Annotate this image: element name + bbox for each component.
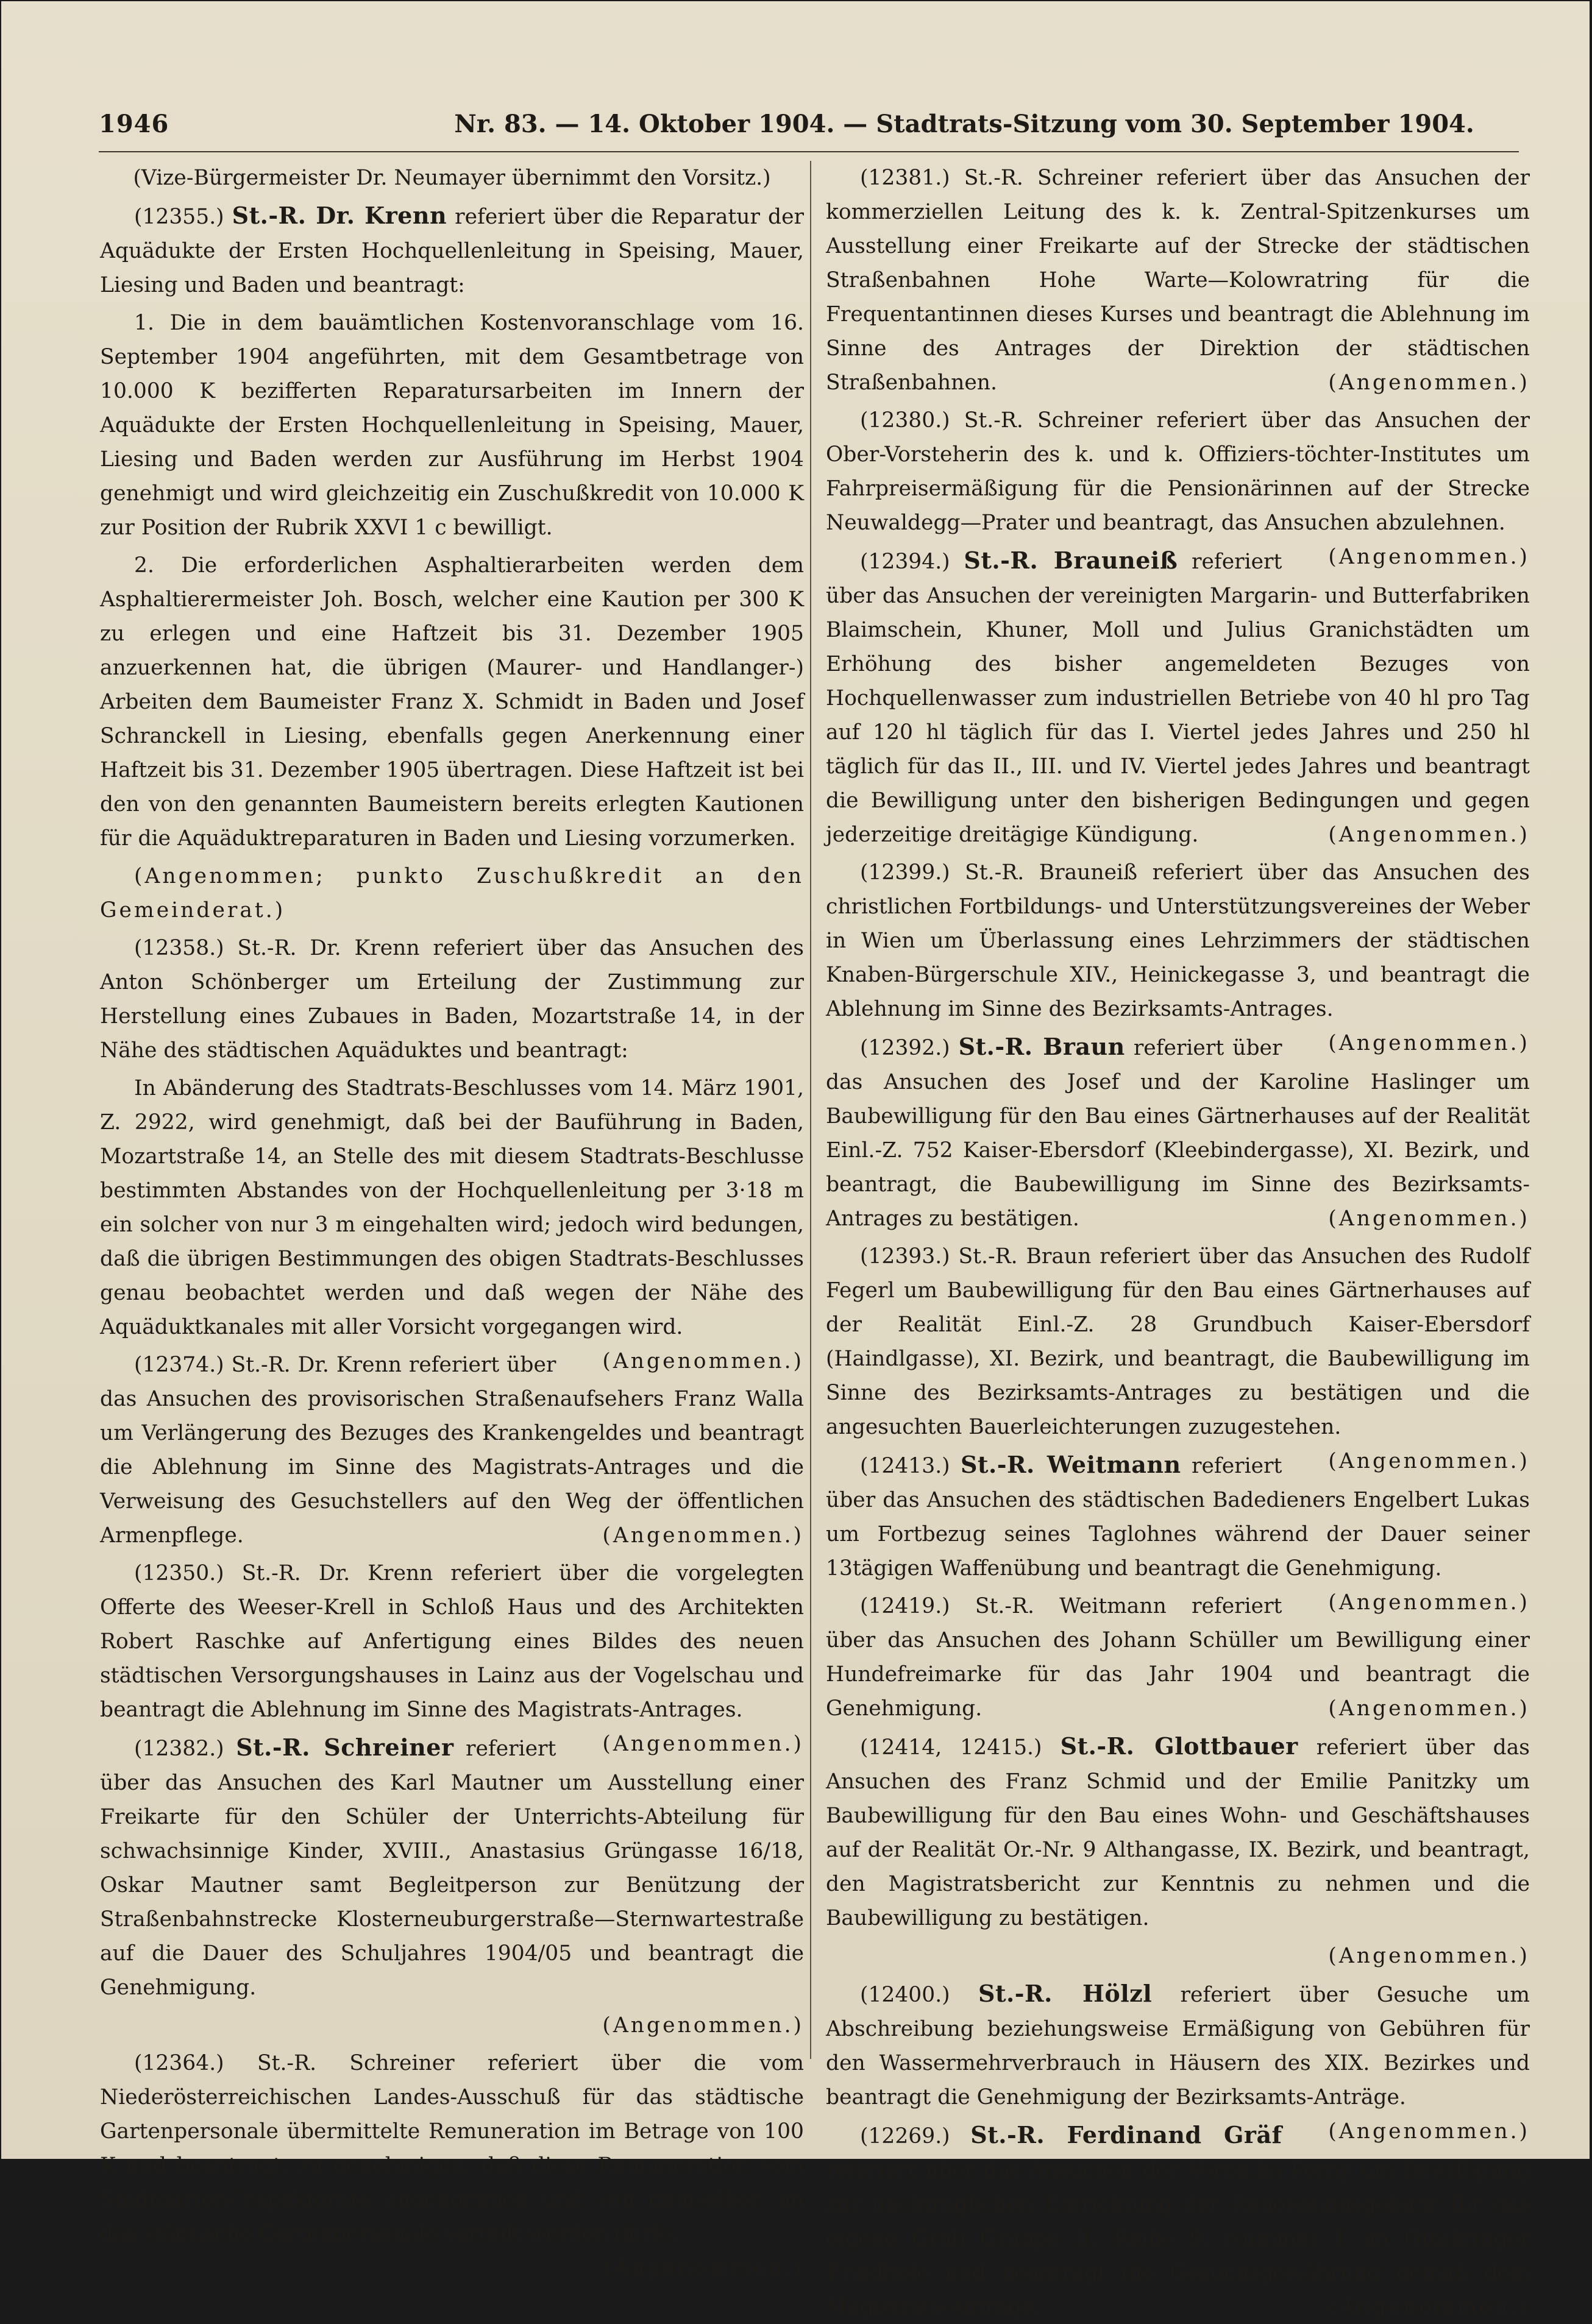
result-label: (Angenommen.) (1328, 545, 1530, 569)
entry-12355-point-2: 2. Die erforderlichen Asphaltierarbeiten werden dem Asphaltierermeister Joh. Bosch, welcher eine Kaution per 300 K zu erlegen und eine Haftzeit bis 31. Dezember 1905 anzuerkennen hat, die übrigen (Maurer- und Handlanger-) Arbeiten dem Baumeister Franz X. Schmidt in Baden und Josef Schranckell in Liesing, ebenfalls gegen Anerkennung einer Haftzeit bis 31. Dezember 1905 übertragen. Diese Haftzeit ist bei den von den genannten Baumeistern bereits erlegten Kautionen für die Aquäduktreparaturen in Baden und Liesing vorzumerken. (100, 553, 804, 851)
result-label: (Angenommen.) (602, 2256, 804, 2280)
entry-12394: (12394.) St.-R. Brauneiß referiert über das Ansuchen der vereinigten Margarin- und Butterfabriken Blaimschein, Khuner, Moll und Julius Granichstädten um Erhöhung des bisher angemeldeten Bezuges von Hochquellenwasser zum industriellen Betriebe von 40 hl pro Tag auf 120 hl täglich für das I. Viertel jedes Jahres und 250 hl täglich für das II., III. und IV. Viertel jedes Jahres und beantragt die Bewilligung unter den bisherigen Bedingungen und gegen jederzeitige dreitägige Kündigung. (Angenommen.) (826, 544, 1530, 852)
entry-12269: (12269.) St.-R. Ferdinand Gräf referiert über das Ansuchen der Veronika Perny um Bewilligung zur nachträglichen Entrichtung der Renovationsgebühr für das eigene Grab Gruppe II, Reihe 9, Nummer 1 im Ottakringer Friedhofe und beantragt die Gesuchsgewährung gemäß dem Magistrats-Antrage. (Angenommen.) (826, 2118, 1530, 2324)
speaker-name: St.-R. Schreiner (236, 1734, 454, 1761)
running-head: Nr. 83. — 14. Oktober 1904. — Stadtrats-Sitzung vom 30. September 1904. (454, 110, 1474, 138)
entry-12382: (12382.) St.-R. Schreiner referiert über das Ansuchen des Karl Mautner um Ausstellung einer Freikarte für den Schüler der Unterrichts-Abteilung für schwachsinnige Kinder, XVIII., Anastasius Grüngasse 16/18, Oskar Mautner samt Begleitperson zur Benützung der Straßenbahnstrecke Klosterneuburgerstraße—Sternwartestraße auf die Dauer des Schuljahres 1904/05 und beantragt die Genehmigung. (100, 1734, 804, 2000)
result-label: (Angenommen.) (1328, 370, 1530, 395)
result-label: (Angenommen.) (602, 1732, 804, 1756)
entry-12350: (12350.) St.-R. Dr. Krenn referiert über die vorgelegten Offerte des Weeser-Krell in Schloß Haus und des Architekten Robert Raschke auf Anfertigung eines Bildes des neuen städtischen Versorgungshauses in Lainz aus der Vogelschau und beantragt die Ablehnung im Sinne des Magistrats-Antrages. (Angenommen.) (100, 1556, 804, 1727)
entry-12380: (12380.) St.-R. Schreiner referiert über das Ansuchen der Ober-Vorsteherin des k. und k. Offiziers-töchter-Institutes um Fahrpreisermäßigung für die Pensionärinnen auf der Strecke Neuwaldegg—Prater und beantragt, das Ansuchen abzulehnen. (Angenommen.) (826, 403, 1530, 540)
right-column (826, 161, 1530, 2319)
entry-12399: (12399.) St.-R. Brauneiß referiert über das Ansuchen des christlichen Fortbildungs- und Unterstützungsvereines der Weber in Wien um Überlassung eines Lehrzimmers der städtischen Knaben-Bürgerschule XIV., Heinickegasse 3, und beantragt die Ablehnung im Sinne des Bezirksamts-Antrages. (Angenommen.) (826, 856, 1530, 1026)
entry-12414: (12414, 12415.) St.-R. Glottbauer referiert über das Ansuchen des Franz Schmid und der Emilie Panitzky um Baubewilligung für den Bau eines Wohn- und Geschäftshauses auf der Realität Or.-Nr. 9 Althangasse, IX. Bezirk, und beantragt, den Magistratsbericht zur Kenntnis zu nehmen und die Baubewilligung zu bestätigen. (826, 1732, 1530, 1930)
entry-12382-result: (Angenommen.) (602, 2013, 804, 2038)
newspaper-page (1, 1, 1590, 2319)
result-label: (Angenommen.) (1328, 1590, 1530, 1615)
speaker-name: St.-R. Hölzl (978, 1980, 1153, 2007)
entry-12393: (12393.) St.-R. Braun referiert über das Ansuchen des Rudolf Fegerl um Baubewilligung für den Bau eines Gärtnerhauses auf der Realität Einl.-Z. 28 Grundbuch Kaiser-Ebersdorf (Haindlgasse), XI. Bezirk, und beantragt, die Baubewilligung im Sinne des Bezirksamts-Antrages zu bestätigen und die angesuchten Bauerleichterungen zuzugestehen. (Angenommen.) (826, 1239, 1530, 1444)
page-header (99, 110, 1519, 152)
entry-12419: (12419.) St.-R. Weitmann referiert über das Ansuchen des Johann Schüller um Bewilligung einer Hundefreimarke für das Jahr 1904 und beantragt die Genehmigung. (Angenommen.) (826, 1589, 1530, 1726)
result-label: (Angenommen.) (1328, 1449, 1530, 1473)
header-rule (99, 151, 1519, 152)
speaker-name: St.-R. Glottbauer (1060, 1732, 1298, 1760)
entry-12358: (12358.) St.-R. Dr. Krenn referiert über das Ansuchen des Anton Schönberger um Erteilung der Zustimmung zur Herstellung eines Zubaues in Baden, Mozartstraße 14, in der Nähe des städtischen Aquäduktes und beantragt: (100, 936, 804, 1063)
entry-12355-result: (Angenommen; punkto Zuschußkredit an den Gemeinderat.) (100, 864, 804, 923)
speaker-name: St.-R. Weitmann (960, 1451, 1181, 1478)
speaker-name: St.-R. Ferdinand Gräf (970, 2121, 1282, 2149)
entry-12364: (12364.) St.-R. Schreiner referiert über die vom Niederösterreichischen Landes-Ausschuß für das städtische Gartenpersonale übermittelte Remuneration im Betrage von 100 K und beantragt, zu genehmigen, daß diese Remuneration vom Stadtgarten-Inspektorate angenommen und von demselben an das städtische Gartenpersonale verteilt werden dürfe. (Angenommen.) (100, 2046, 804, 2251)
entry-12414-result: (Angenommen.) (1328, 1944, 1530, 1968)
result-label: (Angenommen.) (1328, 2295, 1530, 2319)
left-column (100, 161, 805, 2280)
speaker-name: St.-R. Brauneiß (964, 547, 1178, 574)
speaker-name: St.-R. Braun (958, 1033, 1125, 1060)
result-label: (Angenommen.) (1328, 1696, 1530, 1721)
result-label: (Angenommen.) (602, 1349, 804, 1373)
result-label: (Angenommen.) (1328, 1031, 1530, 1055)
entry-12381: (12381.) St.-R. Schreiner referiert über das Ansuchen der kommerziellen Leitung des k. k. Zentral-Spitzenkurses um Ausstellung einer Freikarte auf der Strecke der städtischen Straßenbahnen Hohe Warte—Kolowratring für die Frequentantinnen dieses Kurses und beantragt die Ablehnung im Sinne des Antrages der Direktion der städtischen Straßenbahnen. (Angenommen.) (826, 161, 1530, 400)
column-divider (810, 161, 811, 2059)
result-label: (Angenommen.) (1328, 823, 1530, 847)
page-number: 1946 (99, 110, 169, 138)
result-label: (Angenommen.) (602, 1523, 804, 1548)
speaker-name: St.-R. Dr. Krenn (232, 202, 447, 229)
entry-12355-point-1: 1. Die in dem bauämtlichen Kostenvoranschlage vom 16. September 1904 angeführten, mit dem Gesamtbetrage von 10.000 K bezifferten Reparatursarbeiten im Innern der Aquädukte der Ersten Hochquellenleitung in Speising, Mauer, Liesing und Baden werden zur Ausführung im Herbst 1904 genehmigt und wird gleichzeitig ein Zuschußkredit von 10.000 K zur Position der Rubrik XXVI 1 c bewilligt. (100, 311, 804, 540)
entry-12358-body: In Abänderung des Stadtrats-Beschlusses vom 14. März 1901, Z. 2922, wird genehmigt, daß bei der Bauführung in Baden, Mozartstraße 14, an Stelle des mit diesem Stadtrats-Beschlusse bestimmten Abstandes von der Hochquellenleitung per 3·18 m ein solcher von nur 3 m eingehalten wird; jedoch wird bedungen, daß die übrigen Bestimmungen des obigen Stadtrats-Beschlusses genau beobachtet werden und daß wegen der Nähe des Aquäduktkanales mit aller Vorsicht vorgegangen wird. (Angenommen.) (100, 1071, 804, 1344)
entry-12374: (12374.) St.-R. Dr. Krenn referiert über das Ansuchen des provisorischen Straßenaufsehers Franz Walla um Verlängerung des Bezuges des Krankengeldes und beantragt die Ablehnung im Sinne des Magistrats-Antrages und die Verweisung des Gesuchstellers auf den Weg der öffentlichen Armenpflege. (Angenommen.) (100, 1348, 804, 1553)
entry-12400: (12400.) St.-R. Hölzl referiert über Gesuche um Abschreibung beziehungsweise Ermäßigung von Gebühren für den Wassermehrverbrauch in Häusern des XIX. Bezirkes und beantragt die Genehmigung der Bezirksamts-Anträge. (Angenommen.) (826, 1977, 1530, 2114)
entry-12392: (12392.) St.-R. Braun referiert über das Ansuchen des Josef und der Karoline Haslinger um Baubewilligung für den Bau eines Gärtnerhauses auf der Realität Einl.-Z. 752 Kaiser-Ebersdorf (Kleebindergasse), XI. Bezirk, und beantragt, die Baubewilligung im Sinne des Bezirksamts-Antrages zu bestätigen. (Angenommen.) (826, 1030, 1530, 1236)
result-label: (Angenommen.) (1328, 2119, 1530, 2144)
entry-12355: (12355.) St.-R. Dr. Krenn referiert über die Reparatur der Aquädukte der Ersten Hochquellenleitung in Speising, Mauer, Liesing und Baden und beantragt: (100, 202, 804, 297)
entry-12413: (12413.) St.-R. Weitmann referiert über das Ansuchen des städtischen Badedieners Engelbert Lukas um Fortbezug seines Taglohnes während der Dauer seiner 13tägigen Waffenübung und beantragt die Genehmigung. (Angenommen.) (826, 1448, 1530, 1585)
chair-note: (Vize-Bürgermeister Dr. Neumayer übernimmt den Vorsitz.) (133, 166, 771, 190)
result-label: (Angenommen.) (1328, 1206, 1530, 1231)
